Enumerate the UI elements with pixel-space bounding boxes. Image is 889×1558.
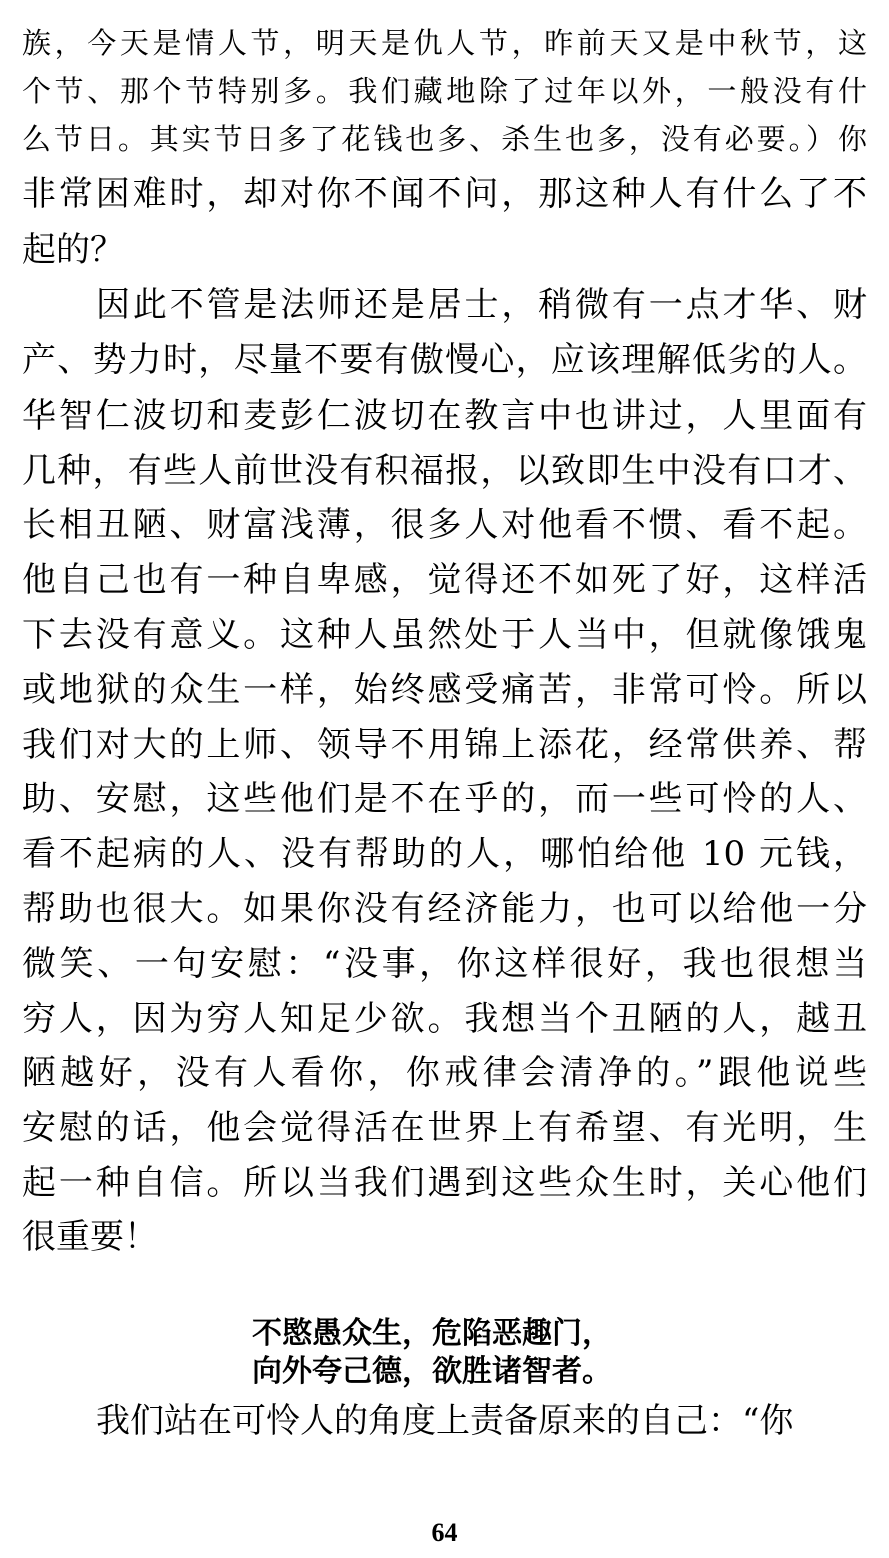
text-line: 看不起病的人、没有帮助的人，哪怕给他 10 元钱， (22, 834, 867, 874)
text-line: 很重要！ (22, 1217, 158, 1257)
text-line: 帮助也很大。如果你没有经济能力，也可以给他一分 (22, 889, 867, 929)
text-line: 助、安慰，这些他们是不在乎的，而一些可怜的人、 (22, 779, 867, 819)
closing-line: 我们站在可怜人的角度上责备原来的自己：“你 (96, 1401, 794, 1441)
paragraph-first-line: 因此不管是法师还是居士，稍微有一点才华、财 (96, 285, 867, 325)
text-line: 产、势力时，尽量不要有傲慢心，应该理解低劣的人。 (22, 340, 867, 380)
text-line: 我们对大的上师、领导不用锦上添花，经常供养、帮 (22, 725, 867, 765)
text-line: 下去没有意义。这种人虽然处于人当中，但就像饿鬼 (22, 615, 867, 655)
page-number: 64 (431, 1518, 458, 1547)
text-line: 几种，有些人前世没有积福报，以致即生中没有口才、 (22, 451, 867, 491)
text-line: 微笑、一句安慰：“没事，你这样很好，我也很想当 (22, 944, 867, 984)
text-line: 陋越好，没有人看你，你戒律会清净的。”跟他说些 (22, 1053, 867, 1093)
text-line: 族，今天是情人节，明天是仇人节，昨前天又是中秋节，这 (22, 26, 867, 60)
text-line: 起的？ (22, 230, 124, 270)
text-line: 长相丑陋、财富浅薄，很多人对他看不惯、看不起。 (22, 505, 867, 545)
text-line: 起一种自信。所以当我们遇到这些众生时，关心他们 (22, 1163, 867, 1203)
text-line: 安慰的话，他会觉得活在世界上有希望、有光明，生 (22, 1108, 867, 1148)
verse-line-1: 不愍愚众生，危陷恶趣门， (252, 1316, 612, 1351)
text-line: 华智仁波切和麦彭仁波切在教言中也讲过，人里面有 (22, 396, 867, 436)
text-line: 他自己也有一种自卑感，觉得还不如死了好，这样活 (22, 560, 867, 600)
text-line: 非常困难时，却对你不闻不问，那这种人有什么了不 (22, 174, 867, 214)
text-line: 穷人，因为穷人知足少欲。我想当个丑陋的人，越丑 (22, 999, 867, 1039)
text-line: 么节日。其实节日多了花钱也多、杀生也多，没有必要。）你 (22, 122, 867, 156)
text-line: 或地狱的众生一样，始终感受痛苦，非常可怜。所以 (22, 670, 867, 710)
verse-line-2: 向外夸己德，欲胜诸智者。 (252, 1354, 612, 1389)
text-line: 个节、那个节特别多。我们藏地除了过年以外，一般没有什 (22, 74, 867, 108)
